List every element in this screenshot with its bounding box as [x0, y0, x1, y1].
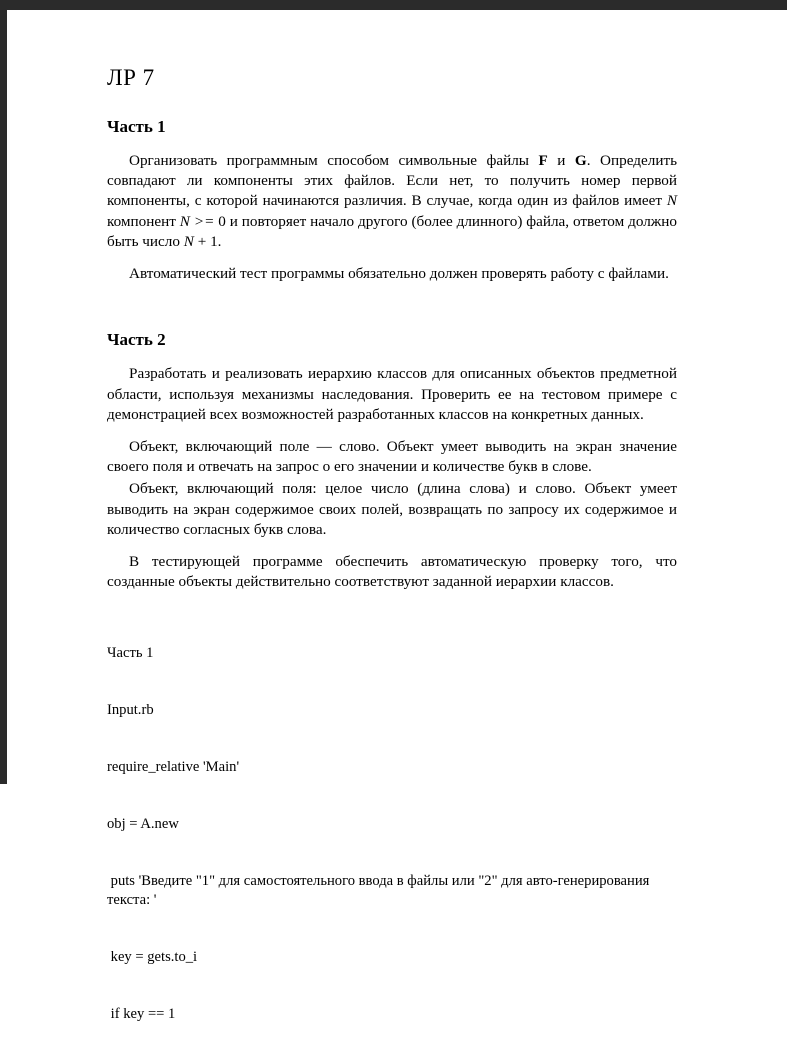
code-listing	[107, 607, 677, 1062]
document-content	[7, 10, 787, 1022]
paragraph-part2-3: Объект, включающий поля: целое число (длина слова) и слово. Объект умеет выводить на экран содержимое своих полей, возвращать по запросу их содержимое и количество согласных букв слова.	[107, 480, 677, 538]
paragraph-part2-1: Разработать и реализовать иерархию классов для описанных объектов предметной области, используя механизмы наследования. Проверить ее на тестовом примере с демонстрацией всех возможностей разработанных классов на конкретных данных.	[107, 365, 677, 423]
top-dark-bar	[0, 0, 787, 10]
section-heading-part-2: Часть 2	[107, 330, 166, 350]
code-line: key = gets.to_i	[107, 948, 198, 965]
page-title: ЛР 7	[107, 65, 155, 90]
section-heading-part-1: Часть 1	[107, 117, 166, 136]
code-line: Часть 1	[107, 645, 154, 662]
paragraph-part2-4: В тестирующей программе обеспечить автоматическую проверку того, что созданные объекты действительно соответствуют заданной иерархии классов.	[107, 553, 677, 591]
paragraph-part1-2: Автоматический тест программы обязательно должен проверять работу с файлами.	[129, 265, 669, 283]
code-line: if key == 1	[107, 1005, 176, 1022]
code-line: puts 'Введите "1" для самостоятельного ввода в файлы или "2" для авто-генерирования текста: '	[107, 873, 654, 909]
paragraph-part1-1: Организовать программным способом символьные файлы F и G. Определить совпадают ли компоненты этих файлов. Если нет, то получить номер первой компоненты, с которой начинаются различия. В случае, когда один из файлов имеет N компонент N >= 0 и повторяет начало другого (более длинного) файла, ответом должно быть число N + 1.	[107, 152, 678, 250]
left-dark-rail	[0, 0, 7, 784]
code-line: Input.rb	[107, 702, 154, 719]
code-line: require_relative 'Main'	[107, 759, 240, 776]
paragraph-part2-2: Объект, включающий поле — слово. Объект умеет выводить на экран значение своего поля и отвечать на запрос о его значении и количестве букв в слове.	[107, 437, 677, 476]
code-line: obj = A.new	[107, 816, 179, 833]
